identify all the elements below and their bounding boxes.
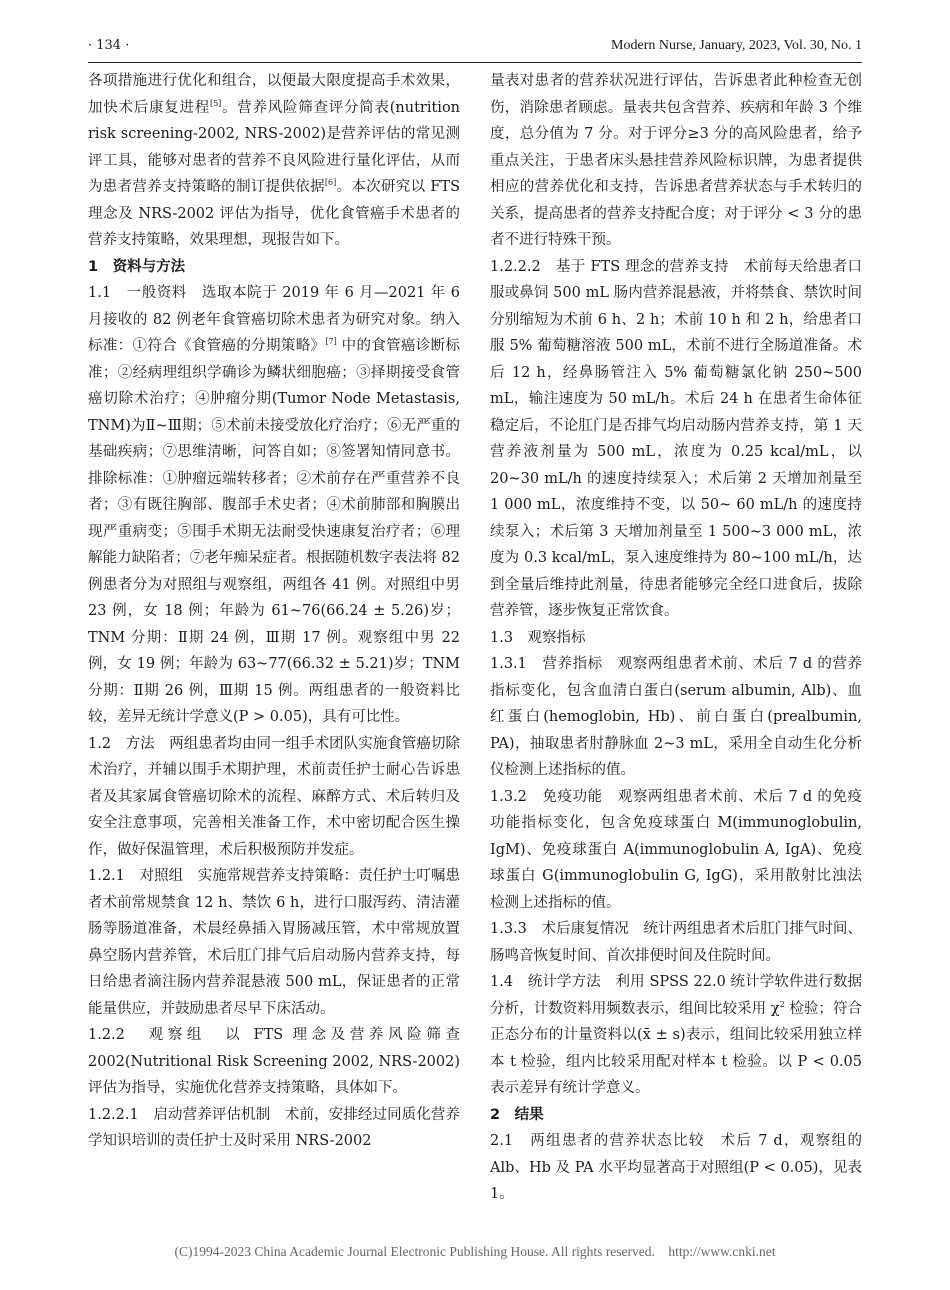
section-heading-methods: 1 资料与方法 <box>88 258 186 275</box>
citation-ref: [6] <box>324 178 337 188</box>
journal-citation: Modern Nurse, January, 2023, Vol. 30, No. 1 <box>611 38 862 53</box>
indicators-heading: 1.3 观察指标 <box>490 629 586 646</box>
intro-paragraph: 各项措施进行优化和组合，以便最大限度提高手术效果，加快术后康复进程[5]。营养风险筛查评分简表(nutrition risk screening-2002, NRS-2002)是营养评估的常见测评工具，能够对患者的营养不良风险进行量化评估，从而为患者营养支持策略的制订提供依据[6]。本次研究以 FTS 理念及 NRS-2002 评估为指导，优化食管癌手术患者的营养支持策略，效果理想，现报告如下。 <box>88 73 461 248</box>
immune-function-paragraph: 1.3.2 免疫功能 观察两组患者术前、术后 7 d 的免疫功能指标变化，包含免疫球蛋白 M(immunoglobulin, IgM)、免疫球蛋白 A(immunoglobulin A, IgA)、免疫球蛋白 G(immunoglobulin G, IgG)，采用散射比浊法检测上述指标的值。 <box>490 788 862 911</box>
methods-paragraph: 1.2 方法 两组患者均由同一组手术团队实施食管癌切除术治疗，并辅以围手术期护理，术前责任护士耐心告诉患者及其家属食管癌切除术的流程、麻醉方式、术后转归及安全注意事项，完善相关准备工作，术中密切配合医生操作，做好保温管理，术后积极预防并发症。 <box>88 735 460 858</box>
nutrition-indicators-paragraph: 1.3.1 营养指标 观察两组患者术前、术后 7 d 的营养指标变化，包含血清白蛋白(serum albumin, Alb)、血红蛋白(hemoglobin, Hb)、前白蛋白(prealbumin, PA)，抽取患者肘静脉血 2~3 mL，采用全自动生化分析仪检测上述指标的值。 <box>490 656 862 778</box>
left-column <box>88 68 460 1155</box>
recovery-paragraph: 1.3.3 术后康复情况 统计两组患者术后肛门排气时间、肠鸣音恢复时间、首次排便时间及住院时间。 <box>490 921 862 964</box>
copyright-footer: (C)1994-2023 China Academic Journal Electronic Publishing House. All rights reserved. http://www.cnki.net <box>174 1244 776 1259</box>
general-data-paragraph: 1.1 一般资料 选取本院于 2019 年 6 月—2021 年 6 月接收的 82 例老年食管癌切除术患者为研究对象。纳入标准：①符合《食管癌的分期策略》[7] 中的食管癌诊断标准；②经病理组织学确诊为鳞状细胞癌；③择期接受食管癌切除术治疗；④肿瘤分期(Tumor Node Metastasis, TNM)为Ⅱ~Ⅲ期；⑤术前未接受放化疗治疗；⑥无严重的基础疾病；⑦思维清晰，问答自如；⑧签署知情同意书。排除标准：①肿瘤远端转移者；②术前存在严重营养不良者；③有既往胸部、腹部手术史者；④术前肺部和胸膜出现严重病变；⑤围手术期无法耐受快速康复治疗者；⑥理解能力缺陷者；⑦老年痴呆症者。根据随机数字表法将 82 例患者分为对照组与观察组，两组各 41 例。对照组中男 23 例，女 18 例；年龄为 61~76(66.24 ± 5.26)岁；TNM 分期：Ⅱ期 24 例，Ⅲ期 17 例。观察组中男 22 例，女 19 例；年龄为 63~77(66.32 ± 5.21)岁；TNM 分期：Ⅱ期 26 例，Ⅲ期 15 例。两组患者的一般资料比较，差异无统计学意义(P > 0.05)，具有可比性。 <box>88 285 461 725</box>
nutrition-assessment-paragraph: 1.2.2.1 启动营养评估机制 术前，安排经过同质化营养学知识培训的责任护士及时采用 NRS-2002 <box>88 1106 460 1149</box>
citation-ref: [5] <box>209 98 222 108</box>
page-number: · 134 · <box>88 38 130 53</box>
right-column <box>490 68 862 1208</box>
observation-group-paragraph: 1.2.2 观察组 以 FTS 理念及营养风险筛查 2002(Nutritional Risk Screening 2002, NRS-2002)评估为指导，实施优化营养支持策略，具体如下。 <box>88 1027 460 1096</box>
statistics-paragraph: 1.4 统计学方法 利用 SPSS 22.0 统计学软件进行数据分析，计数资料用频数表示，组间比较采用 $\chi^2$ 检验；符合正态分布的计量资料以(x̄ ± s)表示，组间比较采用独立样本 t 检验，组内比较采用配对样本 t 检验。以 P < 0.05 表示差异有统计学意义。 <box>490 974 862 1096</box>
citation-ref: [7] <box>325 337 337 347</box>
page-header <box>88 38 862 60</box>
control-group-paragraph: 1.2.1 对照组 实施常规营养支持策略：责任护士叮嘱患者术前常规禁食 12 h、禁饮 6 h，进行口服泻药、清洁灌肠等肠道准备，术晨经鼻插入胃肠减压管，术中常规放置鼻空肠内营养管，术后肛门排气后启动肠内营养支持，每日给患者滴注肠内营养混悬液 500 mL，保证患者的正常能量供应，并鼓励患者尽早下床活动。 <box>88 868 460 1017</box>
superscript: 2 <box>779 999 785 1009</box>
section-heading-results: 2 结果 <box>490 1106 544 1123</box>
header-rule <box>88 62 862 63</box>
results-paragraph: 2.1 两组患者的营养状态比较 术后 7 d，观察组的 Alb、Hb 及 PA 水平均显著高于对照组(P < 0.05)，见表 1。 <box>490 1133 862 1202</box>
assessment-continued-paragraph: 量表对患者的营养状况进行评估，告诉患者此种检查无创伤，消除患者顾虑。量表共包含营养、疾病和年龄 3 个维度，总分值为 7 分。对于评分≥3 分的高风险患者，给予重点关注，于患者床头悬挂营养风险标识牌，为患者提供相应的营养优化和支持，告诉患者营养状态与手术转归的关系，提高患者的营养支持配合度；对于评分 < 3 分的患者不进行特殊干预。 <box>490 73 862 248</box>
fts-support-paragraph: 1.2.2.2 基于 FTS 理念的营养支持 术前每天给患者口服或鼻饲 500 mL 肠内营养混悬液，并将禁食、禁饮时间分别缩短为术前 6 h、2 h；术前 10 h 和 2 h，给患者口服 5% 葡萄糖溶液 500 mL，术前不进行全肠道准备。术后 12 h，经鼻肠管注入 5% 葡萄糖氯化钠 250~500 mL，输注速度为 50 mL/h。术后 24 h 在患者生命体征稳定后，不论肛门是否排气均启动肠内营养支持，第 1 天营养液剂量为 500 mL，浓度为 0.25 kcal/mL，以 20~30 mL/h 的速度持续泵入；术后第 2 天增加剂量至 1 000 mL，浓度维持不变，以 50~ 60 mL/h 的速度持续泵入；术后第 3 天增加剂量至 1 500~3 000 mL，浓度为 0.3 kcal/mL，泵入速度维持为 80~100 mL/h，达到全量后维持此剂量，待患者能够完全经口进食后，拔除营养管，逐步恢复正常饮食。 <box>490 258 862 619</box>
